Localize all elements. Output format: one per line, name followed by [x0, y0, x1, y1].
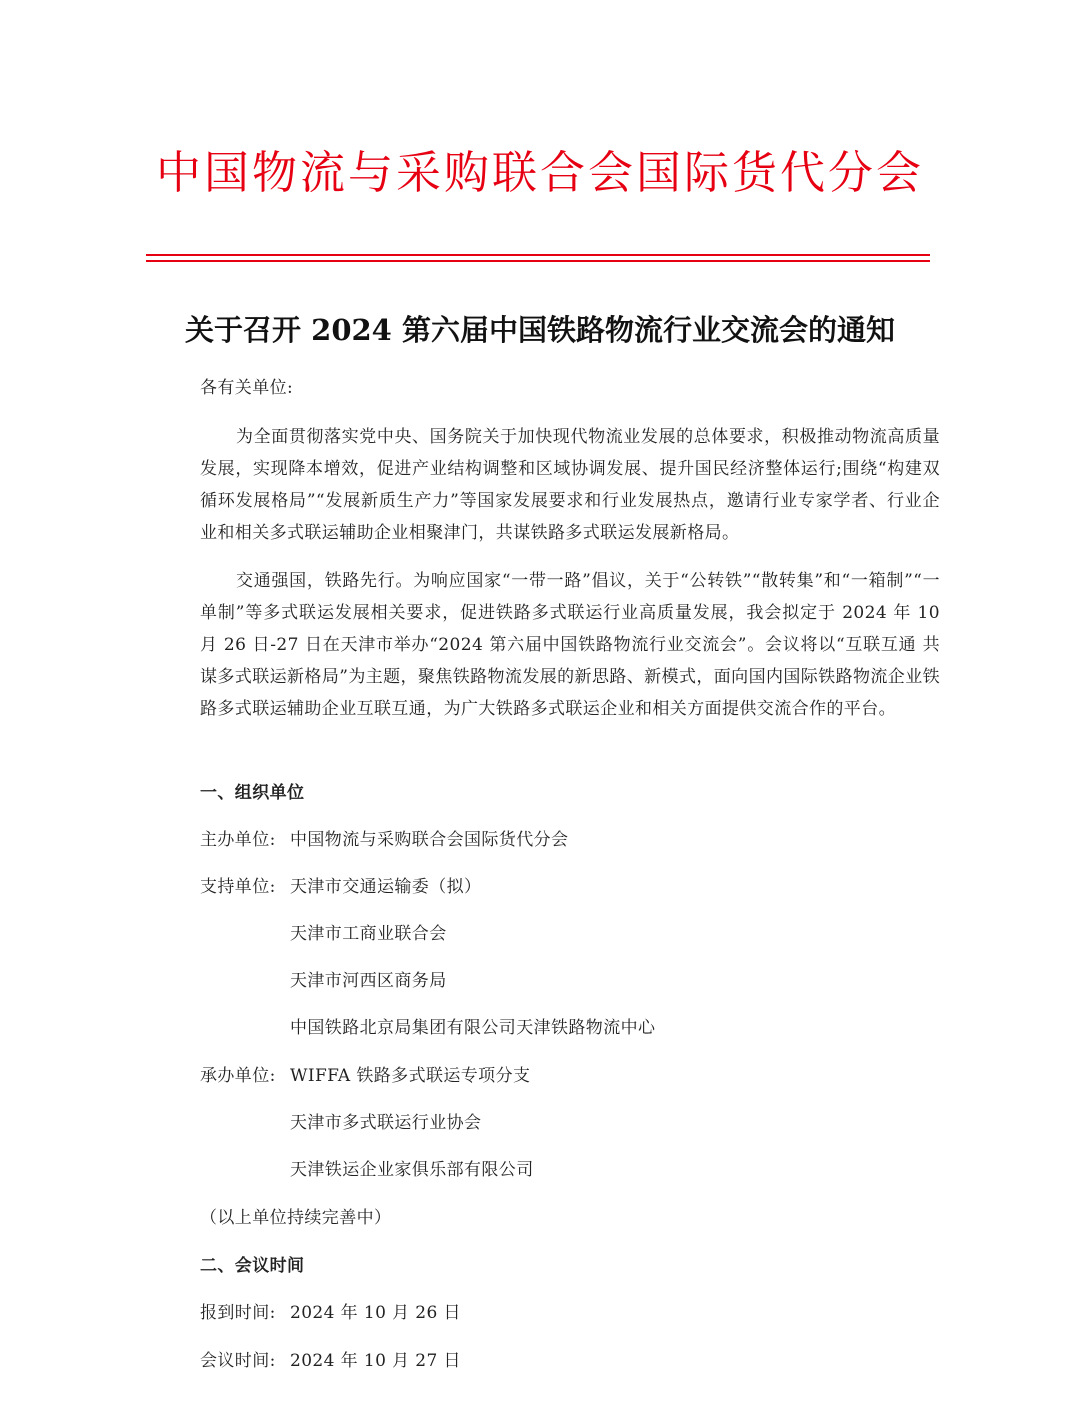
- organizations-note: （以上单位持续完善中）: [200, 1208, 392, 1228]
- support-item: 中国铁路北京局集团有限公司天津铁路物流中心: [290, 1018, 656, 1038]
- meeting-date: 2024 年 10 月 27 日: [290, 1351, 461, 1371]
- organizer-item: 天津市多式联运行业协会: [290, 1113, 482, 1133]
- notice-title: 关于召开 2024 第六届中国铁路物流行业交流会的通知: [185, 313, 895, 347]
- host-label: 主办单位:: [200, 830, 276, 850]
- support-item: 天津市交通运输委（拟）: [290, 877, 482, 897]
- host-value: 中国物流与采购联合会国际货代分会: [290, 830, 569, 850]
- paragraph-1: 为全面贯彻落实党中央、国务院关于加快现代物流业发展的总体要求，积极推动物流高质量发展，实现降本增效，促进产业结构调整和区域协调发展、提升国民经济整体运行;围绕“构建双循环发展格局”“发展新质生产力”等国家发展要求和行业发展热点，邀请行业专家学者、行业企业和相关多式联运辅助企业相聚津门，共谋铁路多式联运发展新格局。: [200, 427, 940, 543]
- org-letterhead: 中国物流与采购联合会国际货代分会: [155, 146, 924, 199]
- section-heading-time: 二、会议时间: [200, 1256, 305, 1276]
- rule-line-bottom: [146, 260, 930, 262]
- organizer-item: WIFFA 铁路多式联运专项分支: [290, 1066, 531, 1086]
- support-item: 天津市工商业联合会: [290, 924, 447, 944]
- checkin-label: 报到时间:: [200, 1303, 276, 1323]
- paragraph-2: 交通强国，铁路先行。为响应国家“一带一路”倡议，关于“公转铁”“散转集”和“一箱制”“一单制”等多式联运发展相关要求，促进铁路多式联运行业高质量发展，我会拟定于 2024 年 10 月 26 日-27 日在天津市举办“2024 第六届中国铁路物流行业交流会”。会议将以“互联互通 共谋多式联运新格局”为主题，聚焦铁路物流发展的新思路、新模式，面向国内国际铁路物流企业铁路多式联运辅助企业互联互通，为广大铁路多式联运企业和相关方面提供交流合作的平台。: [200, 571, 940, 719]
- organizer-item: 天津铁运企业家俱乐部有限公司: [290, 1160, 534, 1180]
- section-heading-organizations: 一、组织单位: [200, 783, 305, 803]
- support-item: 天津市河西区商务局: [290, 971, 447, 991]
- letterhead-double-rule: [146, 254, 930, 264]
- checkin-date: 2024 年 10 月 26 日: [290, 1303, 461, 1323]
- rule-line-top: [146, 254, 930, 256]
- greeting: 各有关单位:: [200, 378, 294, 398]
- organizer-label: 承办单位:: [200, 1066, 276, 1086]
- meeting-label: 会议时间:: [200, 1351, 276, 1371]
- support-label: 支持单位:: [200, 877, 276, 897]
